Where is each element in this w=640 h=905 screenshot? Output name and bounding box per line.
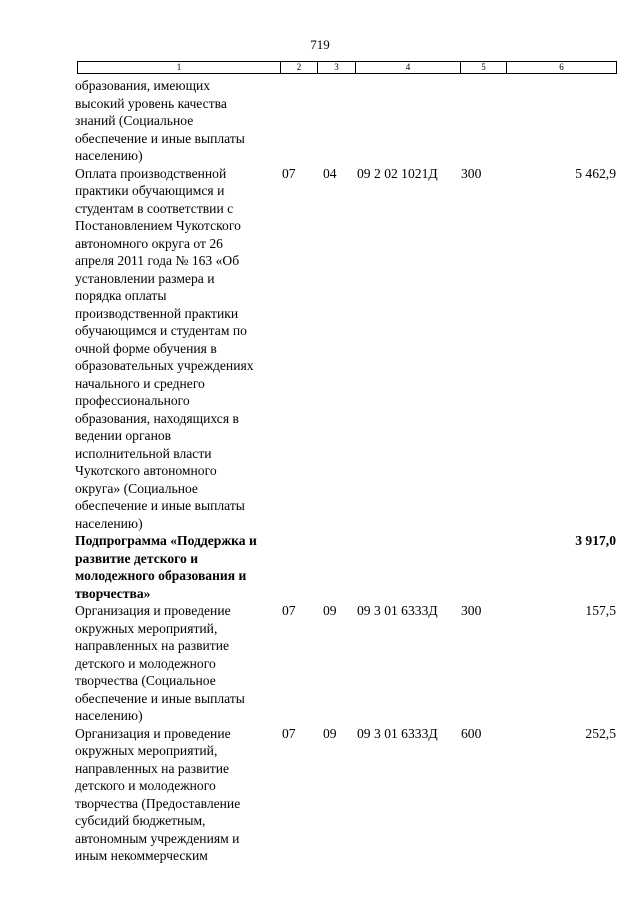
row-section: 07	[282, 725, 296, 741]
row-section: 07	[282, 165, 296, 181]
row-target-article: 09 2 02 1021Д	[357, 165, 438, 181]
header-col-2: 2	[281, 62, 318, 73]
header-col-5: 5	[461, 62, 507, 73]
header-col-1: 1	[78, 62, 281, 73]
header-col-6: 6	[559, 62, 564, 72]
row-name: Организация и проведение окружных мероприятий, направленных на развитие детского и молодежного творчества (Предоставление субсидий бюджетным, автономным учреждениям и иным некоммерческим	[75, 725, 241, 863]
row-section: 07	[282, 603, 296, 618]
row-amount: 252,5	[585, 725, 616, 741]
header-col-4: 4	[356, 62, 461, 73]
table-row	[0, 165, 640, 533]
table-row	[0, 725, 640, 865]
table-row-subprogram	[0, 532, 640, 602]
row-amount: 5 462,9	[575, 165, 616, 181]
table-header-row	[77, 61, 617, 74]
row-name: образования, имеющих высокий уровень качества знаний (Социальное обеспечение и иные выплаты населению)	[75, 78, 245, 163]
row-target-article: 09 3 01 6333Д	[357, 725, 438, 741]
row-expense-type: 600	[461, 725, 482, 741]
row-subsection: 09	[323, 603, 337, 618]
row-amount: 3 917,0	[575, 533, 616, 548]
row-expense-type: 300	[461, 165, 482, 181]
budget-table-body	[0, 77, 640, 865]
row-subsection: 04	[323, 165, 337, 181]
row-name: Подпрограмма «Поддержка и развитие детского и молодежного образования и творчества»	[75, 533, 257, 601]
row-expense-type: 300	[461, 603, 482, 618]
row-target-article: 09 3 01 6333Д	[357, 603, 438, 618]
header-col-3: 3	[318, 62, 356, 73]
table-row	[0, 77, 640, 165]
row-subsection: 09	[323, 725, 337, 741]
row-name: Оплата производственной практики обучающимся и студентам в соответствии с Постановлением Чукотского автономного округа от 26 апреля 2011 года № 163 «Об установлении размера и порядка оплаты производственной практики обучающимся и студентам по очной форме обучения в образовательных учреждениях начального и среднего профессионального образования, находящихся в ведении органов исполнительной власти Чукотского автономного округа» (Социальное обеспечение и иные выплаты населению)	[75, 165, 254, 531]
row-name: Организация и проведение окружных мероприятий, направленных на развитие детского и молодежного творчества (Социальное обеспечение и иные выплаты населению)	[75, 603, 245, 723]
table-row	[0, 602, 640, 725]
page-number: 719	[310, 37, 330, 52]
row-amount: 157,5	[585, 603, 616, 618]
